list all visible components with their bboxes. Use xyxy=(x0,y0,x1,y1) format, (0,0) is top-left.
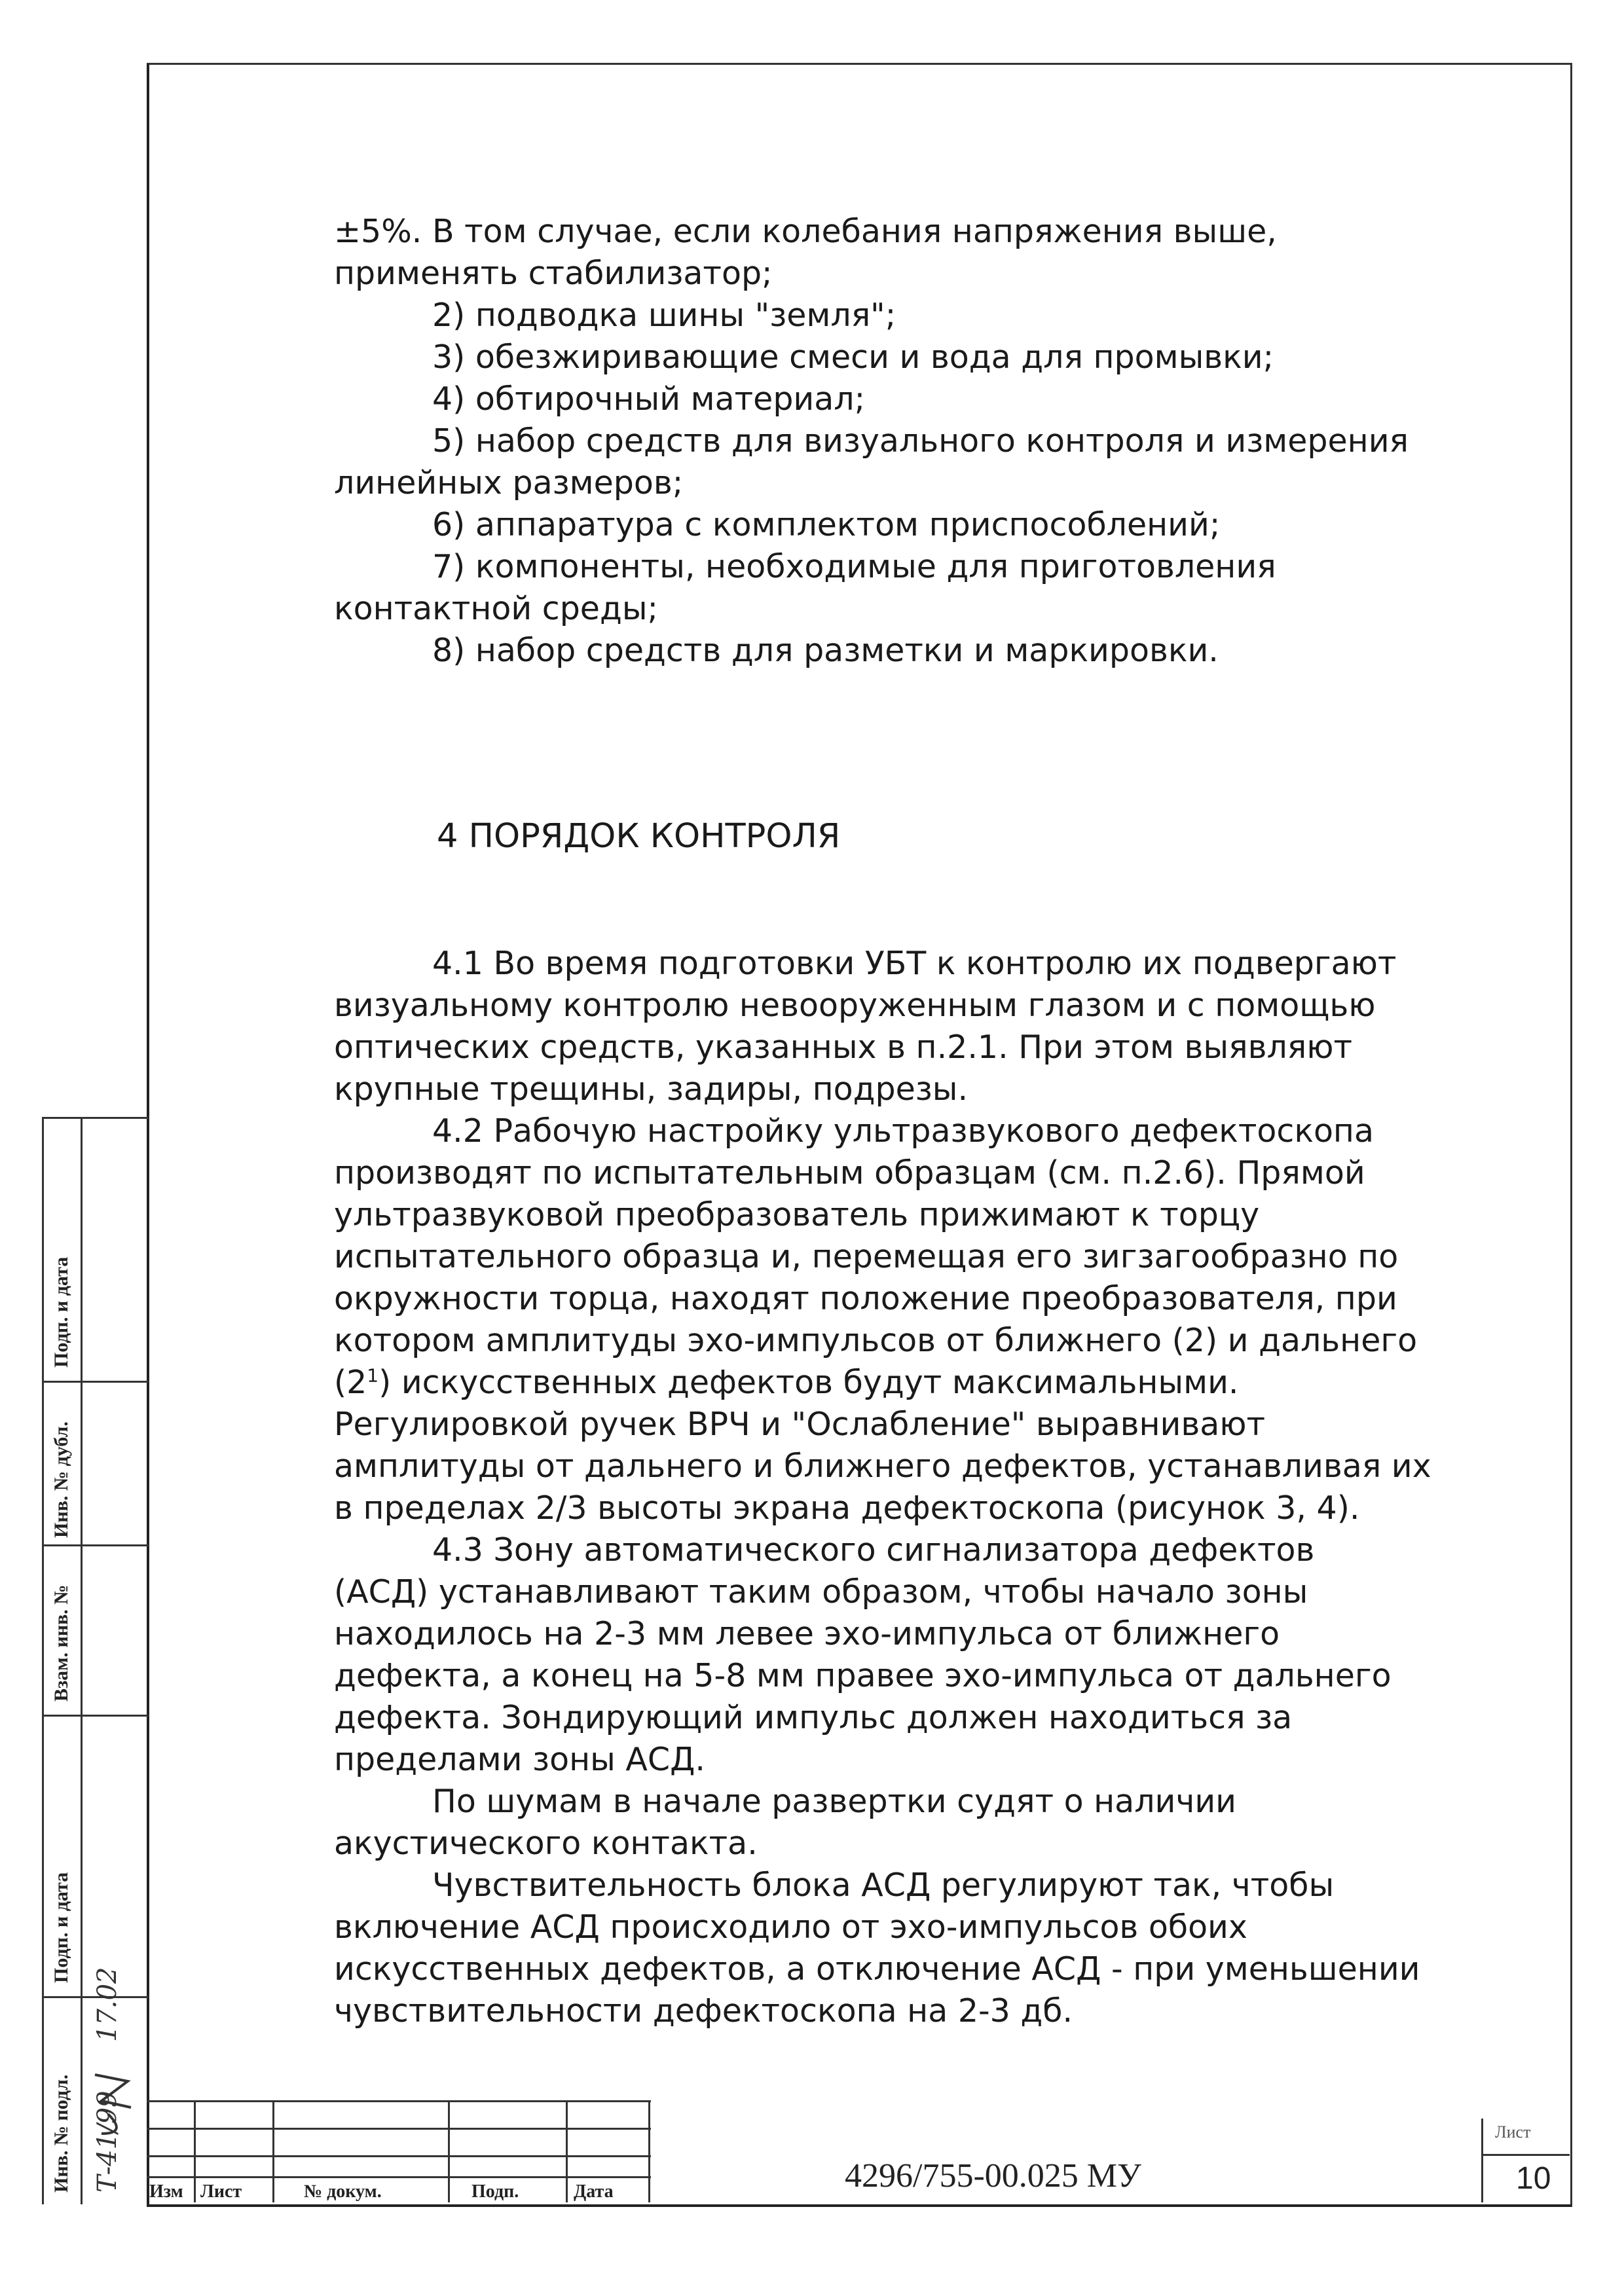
text-line: в пределах 2/3 высоты экрана дефектоскопа (рисунок 3, 4). xyxy=(334,1489,1360,1527)
text-fragment: ) искусственных дефектов будут максимальными. xyxy=(378,1364,1239,1401)
stamp-divider xyxy=(44,1715,149,1717)
text-line: включение АСД происходило от эхо-импульсов обоих xyxy=(334,1908,1247,1946)
list-item: 5) набор средств для визуального контроля и измерения xyxy=(432,422,1409,460)
text-line: Регулировкой ручек ВРЧ и "Ослабление" выравнивают xyxy=(334,1406,1266,1443)
list-item: 7) компоненты, необходимые для приготовления xyxy=(432,548,1276,585)
text-line: производят по испытательным образцам (см. п.2.6). Прямой xyxy=(334,1154,1365,1192)
inv-podl-label: Инв. № подл. xyxy=(50,2074,72,2193)
text-line: находилось на 2-3 мм левее эхо-импульса от ближнего xyxy=(334,1615,1280,1652)
title-block xyxy=(147,2100,651,2202)
tb-line xyxy=(272,2100,274,2202)
list-label: Лист xyxy=(200,2181,242,2202)
text-line: чувствительности дефектоскопа на 2-3 дб. xyxy=(334,1992,1073,2030)
text-line: оптических средств, указанных в п.2.1. При этом выявляют xyxy=(334,1029,1353,1066)
podp-data-label: Подп. и дата xyxy=(50,1872,72,1983)
paragraph-sensitivity: Чувствительность блока АСД регулируют так, чтобы xyxy=(432,1867,1335,1904)
tb-line xyxy=(448,2100,450,2202)
text-line: акустического контакта. xyxy=(334,1825,758,1862)
paragraph-noise: По шумам в начале развертки судят о наличии xyxy=(432,1783,1237,1820)
text-line: визуальному контролю невооруженным глазом и с помощью xyxy=(334,987,1376,1024)
list-item: 2) подводка шины "земля"; xyxy=(432,297,896,334)
tb-line xyxy=(566,2100,568,2202)
list-item: 6) аппаратура с комплектом приспособлений; xyxy=(432,506,1221,543)
paragraph-4-3: 4.3 Зону автоматического сигнализатора дефектов xyxy=(432,1531,1315,1569)
signature-icon xyxy=(88,2062,141,2140)
list-item: 3) обезжиривающие смеси и вода для промывки; xyxy=(432,338,1274,376)
tb-line xyxy=(648,2100,650,2202)
text-line: ±5%. В том случае, если колебания напряжения выше, xyxy=(334,213,1277,250)
stamp-divider xyxy=(44,1544,149,1546)
text-line: применять стабилизатор; xyxy=(334,255,773,292)
tb-line xyxy=(147,2176,651,2178)
data-label: Дата xyxy=(574,2181,614,2202)
tb-line xyxy=(194,2100,196,2202)
text-line: контактной среды; xyxy=(334,590,659,627)
date-handwritten: 17.02 xyxy=(92,1967,122,2042)
text-line: котором амплитуды эхо-импульсов от ближнего (2) и дальнего xyxy=(334,1322,1418,1359)
text-line: амплитуды от дальнего и ближнего дефектов, устанавливая их xyxy=(334,1448,1431,1485)
text-line: (АСД) устанавливают таким образом, чтобы начало зоны xyxy=(334,1573,1308,1611)
sheet-number: 10 xyxy=(1516,2161,1551,2196)
text-line: крупные трещины, задиры, подрезы. xyxy=(334,1070,969,1108)
sheet-box xyxy=(1481,2119,1570,2202)
text-line: испытательного образца и, перемещая его зигзагообразно по xyxy=(334,1238,1399,1275)
paragraph-4-2: 4.2 Рабочую настройку ультразвукового дефектоскопа xyxy=(432,1112,1374,1150)
list-item: 4) обтирочный материал; xyxy=(432,380,866,418)
side-stamp xyxy=(42,1117,149,2204)
sheet-divider xyxy=(1483,2154,1570,2156)
text-fragment: (2 xyxy=(334,1364,367,1401)
inventory-number-handwritten: Т-41/99 xyxy=(92,2090,122,2193)
inv-dubl-label: Инв. № дубл. xyxy=(50,1421,72,1538)
text-line: дефекта, а конец на 5-8 мм правее эхо-импульса от дальнего xyxy=(334,1657,1392,1694)
section-body xyxy=(334,943,1460,2032)
dokum-label: № докум. xyxy=(304,2181,382,2202)
stamp-divider xyxy=(81,1119,83,2204)
text-line: ультразвуковой преобразователь прижимают к торцу xyxy=(334,1196,1260,1233)
tb-line xyxy=(147,2155,651,2157)
tb-line xyxy=(147,2100,651,2102)
list-item: 8) набор средств для разметки и маркировки. xyxy=(432,632,1219,669)
section-heading: 4 ПОРЯДОК КОНТРОЛЯ xyxy=(437,817,841,856)
vzam-inv-label: Взам. инв. № xyxy=(50,1584,72,1702)
text-line: пределами зоны АСД. xyxy=(334,1741,705,1778)
text-line: дефекта. Зондирующий импульс должен находиться за xyxy=(334,1699,1293,1736)
superscript: 1 xyxy=(367,1364,379,1387)
stamp-divider xyxy=(44,1381,149,1383)
tb-line xyxy=(147,2128,651,2130)
text-line: линейных размеров; xyxy=(334,464,684,501)
text-line: окружности торца, находят положение преобразователя, при xyxy=(334,1280,1397,1317)
text-line: искусственных дефектов, а отключение АСД - при уменьшении xyxy=(334,1950,1420,1988)
text-line xyxy=(334,1362,1460,1404)
izm-label: Изм xyxy=(149,2181,183,2202)
sheet-label: Лист xyxy=(1495,2123,1531,2141)
paragraph-4-1: 4.1 Во время подготовки УБТ к контролю их подвергают xyxy=(432,945,1397,982)
podp-label: Подп. xyxy=(471,2181,519,2202)
equipment-list xyxy=(334,211,1460,672)
podp-data-label: Подп. и дата xyxy=(50,1256,72,1368)
document-number: 4296/755-00.025 МУ xyxy=(845,2157,1141,2195)
